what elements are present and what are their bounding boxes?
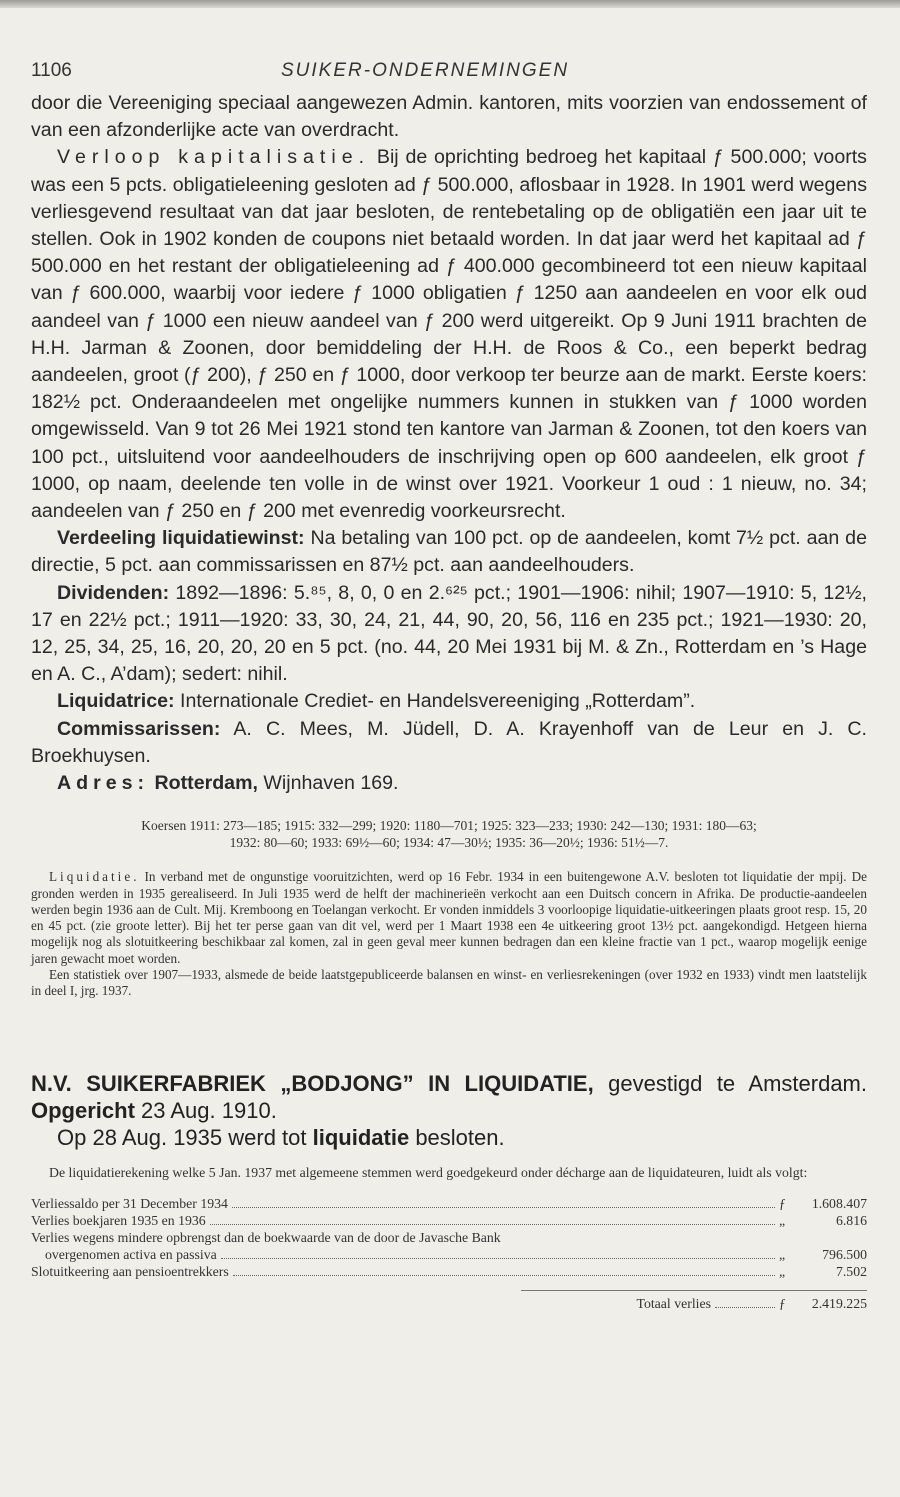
total-label: Totaal verlies bbox=[636, 1296, 711, 1312]
paragraph-commissarissen: Commissarissen: A. C. Mees, M. Jüdell, D. A. Krayenhoff van de Leur en J. C. Broekhuysen. bbox=[31, 717, 867, 767]
main-text bbox=[31, 90, 867, 797]
running-title: SUIKER-ONDERNEMINGEN bbox=[281, 60, 570, 81]
liquidatierekening-intro: De liquidatierekening welke 5 Jan. 1937 met algemeene stemmen werd goedgekeurd onder décharge aan de liquidateuren, luidt als volgt: bbox=[49, 1164, 808, 1180]
account-row: Verliessaldo per 31 December 1934 ƒ 1.608.407 bbox=[31, 1196, 867, 1212]
koersen-line: Koersen 1911: 273—185; 1915: 332—299; 1920: 1180—701; 1925: 323—233; 1930: 242—130; 1931: 180—63; bbox=[141, 818, 757, 834]
label-verloop: Verloop kapitalisatie. bbox=[57, 146, 371, 169]
total-amount: 2.419.225 bbox=[811, 1296, 867, 1312]
label-dividenden: Dividenden: bbox=[57, 581, 170, 604]
company-name: N.V. SUIKERFABRIEK „BODJONG” IN LIQUIDATIE, bbox=[31, 1070, 594, 1096]
label-opgericht: Opgericht bbox=[31, 1097, 135, 1123]
label-liquidatrice: Liquidatrice: bbox=[57, 690, 175, 713]
total-row: Totaal verlies ƒ 2.419.225 bbox=[636, 1296, 867, 1312]
paragraph-verloop-kapitalisatie: Verloop kapitalisatie. Bij de oprichting bedroeg het kapitaal ƒ 500.000; voorts was een 5 pcts. obligatieleening gesloten ad ƒ 500.000, aflosbaar in 1928. In 1901 werd wegens verliesgevend resultaat van dat jaar besloten, de rentebetaling op de obligatiën een jaar uit te stellen. Ook in 1902 konden de coupons niet betaald worden. In dat jaar werd het kapitaal ad ƒ 500.000 en het restant der obligatieleening ad ƒ 400.000 gecombineerd tot een nieuw kapitaal van ƒ 600.000, waarbij voor iedere ƒ 1000 obligatien ƒ 1250 aan aandeelen en voor elk oud aandeel van ƒ 1000 een nieuw aandeel van ƒ 200 werd uitgereikt. Op 9 Juni 1911 brachten de H.H. Jarman & Zoonen, door bemiddeling der H.H. de Roos & Co., een beperkt bedrag aandeelen, groot (ƒ 200), ƒ 250 en ƒ 1000, door verkoop ter beurze aan de markt. Eerste koers: 182½ pct. Onderaandeelen met ongelijke nummers kunnen in stukken van ƒ 1000 worden omgewisseld. Van 9 tot 26 Mei 1921 stond ten kantore van Jarman & Zoonen, tot den koers van 100 pct., uitsluitend voor aandeelhouders de inschrijving open op 600 aandeelen, elk groot ƒ 1000, op naam, deelende ten volle in de winst over 1921. Voorkeur 1 oud : 1 nieuw, no. 34; aandeelen van ƒ 250 en ƒ 200 met evenredig voorkeursrecht. bbox=[31, 146, 867, 523]
liquidatierekening bbox=[31, 1195, 867, 1312]
account-row: Verlies boekjaren 1935 en 1936 „ 6.816 bbox=[31, 1213, 867, 1229]
adres-city: Rotterdam, bbox=[149, 772, 258, 795]
paragraph-dividenden: Dividenden: 1892—1896: 5.⁸⁵, 8, 0, 0 en 2.⁶²⁵ pct.; 1901—1906: nihil; 1907—1910: 5, 12½, 17 en 22½ pct.; 1911—1920: 33, 30, 24, 21, 44, 90, 20, 56, 116 en 235 pct.; 1921—1930: 20, 12, 25, 34, 25, 16, 20, 20, 20 en 5 pct. (no. 44, 20 Mei 1931 bij M. & Zn., Rotterdam en ’s Hage en A. C., A’dam); sedert: nihil. bbox=[31, 581, 867, 686]
account-row: Slotuitkeering aan pensioentrekkers „ 7.502 bbox=[31, 1264, 867, 1280]
label-liquidatie: Liquidatie. bbox=[49, 869, 140, 885]
account-row: overgenomen activa en passiva „ 796.500 bbox=[45, 1247, 867, 1263]
liquidatie-paragraph: Liquidatie. In verband met de ongunstige vooruitzichten, werd op 16 Febr. 1934 in een buitengewone A.V. besloten tot liquidatie der mpij. De gronden werden in 1935 gerealiseerd. In Juli 1935 werd de helft der machinerieën verkocht aan een Duitsch concern in Afrika. De productie-aandeelen werden begin 1936 aan de Cult. Mij. Kremboong en Toelangan verkocht. Er vonden inmiddels 3 voorloopige liquidatie-uitkeeringen plaats groot resp. 15, 20 en 45 pct. (zie groote letter). Bij het ter perse gaan van dit vel, werd per 1 Maart 1938 een 4e uitkeering groot 13½ pct. aangekondigd. Hetgeen hierna mogelijk nog als slotuitkeering beschikbaar zal komen, zal in geen geval meer kunnen bedragen dan een kleine fractie van 1 pct., waarop mogelijk eenige jaren gewacht moet worden. bbox=[31, 869, 867, 966]
running-head bbox=[31, 60, 867, 82]
page bbox=[31, 60, 867, 1312]
bodjong-heading: N.V. SUIKERFABRIEK „BODJONG” IN LIQUIDATIE, gevestigd te Amsterdam. Opgericht 23 Aug. 1910. Op 28 Aug. 1935 werd tot liquidatie besloten. bbox=[31, 1070, 867, 1150]
statistiek-paragraph: Een statistiek over 1907—1933, alsmede de beide laatstgepubliceerde balansen en winst- en verliesrekeningen (over 1932 en 1933) vindt men laatstelijk in deel I, jrg. 1937. bbox=[31, 967, 867, 999]
paragraph-liquidatiewinst: Verdeeling liquidatiewinst: Na betaling van 100 pct. op de aandeelen, komt 7½ pct. aan de directie, 5 pct. aan commissarissen en 87½ pct. aan aandeelhouders. bbox=[31, 527, 867, 577]
label-liquidatie-besloten: liquidatie bbox=[306, 1124, 410, 1150]
koersen-line: 1932: 80—60; 1933: 69½—60; 1934: 47—30½; 1935: 36—20½; 1936: 51½—7. bbox=[229, 835, 669, 851]
account-row-desc-line: Verlies wegens mindere opbrengst dan de boekwaarde van de door de Javasche Bank bbox=[31, 1230, 501, 1246]
paragraph-liquidatrice: Liquidatrice: Internationale Crediet- en Handelsvereeniging „Rotterdam”. bbox=[57, 690, 696, 713]
page-top-edge bbox=[0, 0, 900, 8]
page-number: 1106 bbox=[31, 60, 72, 81]
label-adres: Adres: bbox=[57, 772, 150, 795]
label-commissarissen: Commissarissen: bbox=[57, 717, 221, 740]
label-liquidatiewinst: Verdeeling liquidatiewinst: bbox=[57, 527, 305, 550]
liquidatie-note bbox=[31, 869, 867, 999]
paragraph-adres: Adres: Rotterdam, Wijnhaven 169. bbox=[57, 772, 399, 795]
koersen-block bbox=[31, 817, 867, 851]
total-rule bbox=[521, 1290, 867, 1291]
paragraph-endossement: door die Vereeniging speciaal aangewezen Admin. kantoren, mits voorzien van endossement of van een afzonderlijke acte van overdracht. bbox=[31, 92, 867, 142]
